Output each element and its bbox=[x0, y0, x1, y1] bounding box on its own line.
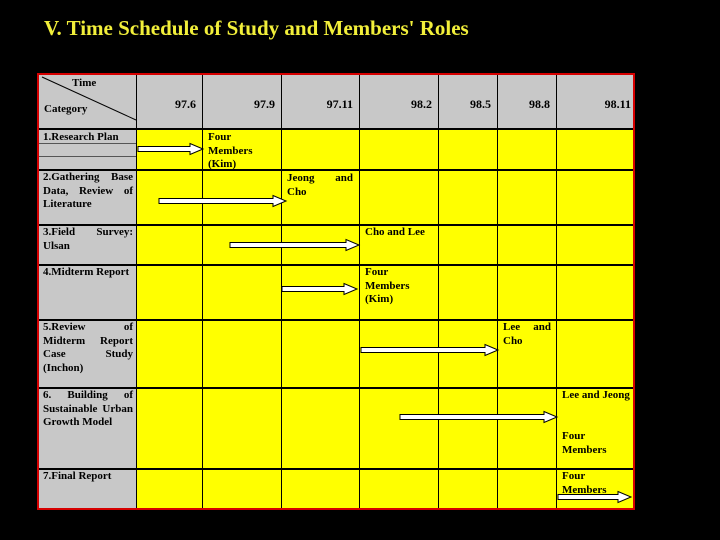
arrow-research-plan bbox=[136, 142, 206, 156]
category-research-plan: 1.Research Plan bbox=[43, 131, 119, 143]
category-midterm-report: 4.Midterm Report bbox=[43, 266, 130, 278]
period-label: 98.2 bbox=[411, 97, 432, 111]
arrow-final bbox=[556, 490, 634, 504]
period-label: 98.11 bbox=[604, 97, 631, 111]
category-label: Category bbox=[44, 103, 88, 115]
arrow-review bbox=[359, 343, 501, 357]
note-gathering: Jeong and Cho bbox=[287, 172, 353, 198]
arrow-gathering bbox=[157, 194, 289, 208]
note-final: Four Members bbox=[562, 470, 607, 496]
note-research-plan: Four Members (Kim) bbox=[208, 131, 253, 170]
category-final-report: 7.Final Report bbox=[43, 470, 112, 482]
period-label: 97.11 bbox=[326, 97, 353, 111]
period-label: 98.8 bbox=[529, 97, 550, 111]
note-building: Lee and Jeong bbox=[562, 389, 630, 401]
note-field-survey: Cho and Lee bbox=[365, 226, 425, 238]
arrow-field-survey bbox=[228, 238, 362, 252]
arrow-building bbox=[398, 410, 560, 424]
note-building-2: Four Members bbox=[562, 430, 607, 456]
period-label: 97.6 bbox=[175, 97, 196, 111]
note-review: Lee and Cho bbox=[503, 321, 551, 347]
category-building-model: 6. Building of Sustainable Urban Growth Model bbox=[43, 389, 133, 428]
period-label: 97.9 bbox=[254, 97, 275, 111]
time-label: Time bbox=[72, 77, 97, 89]
note-midterm: Four Members (Kim) bbox=[365, 266, 410, 305]
period-label: 98.5 bbox=[470, 97, 491, 111]
page-title: V. Time Schedule of Study and Members' Roles bbox=[44, 16, 469, 40]
category-gathering-base-data: 2.Gathering Base Data, Review of Literature bbox=[43, 171, 133, 210]
arrow-midterm bbox=[280, 282, 360, 296]
schedule-table bbox=[37, 73, 635, 510]
category-field-survey: 3.Field Survey: Ulsan bbox=[43, 226, 133, 252]
category-review-midterm: 5.Review of Midterm Report Case Study (Inchon) bbox=[43, 321, 133, 374]
